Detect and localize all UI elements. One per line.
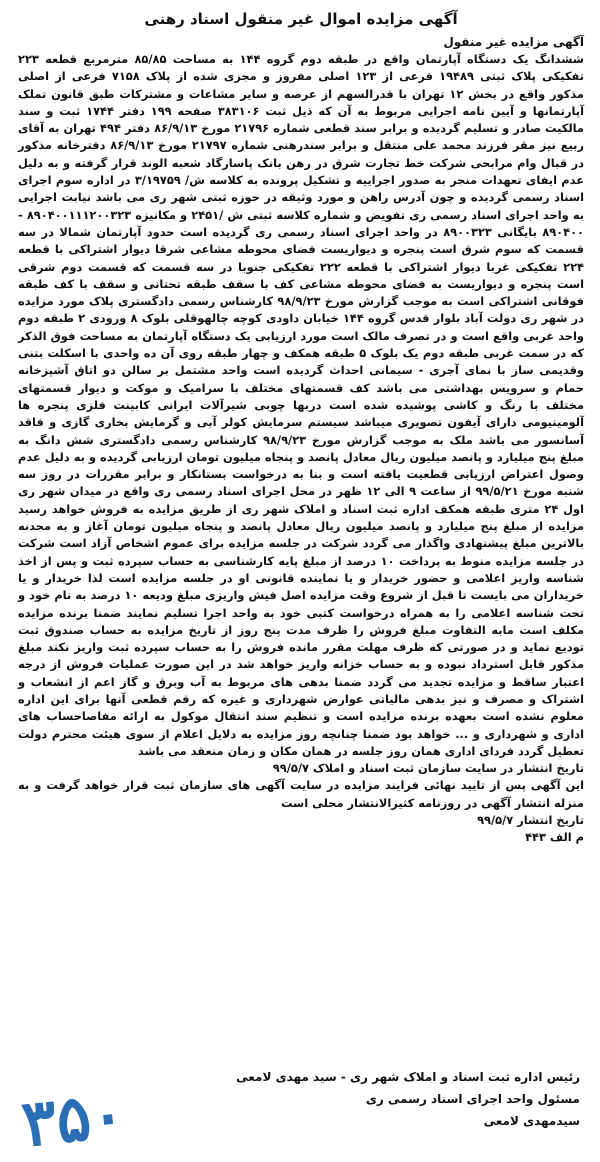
notice-subtitle: آگهی مزایده غیر منقول bbox=[443, 35, 584, 49]
publish-date: تاریخ انتشار ۹۹/۵/۷ bbox=[477, 813, 584, 828]
publish-note: این آگهی پس از تایید نهائی فرایند مزایده در سایت آگهی های سازمان ثبت قرار خواهد گرفت و به منزله انتشار آگهی در روزنامه کثیرالانتشار محلی است bbox=[18, 778, 584, 810]
notice-body: ششدانگ یک دستگاه آپارتمان واقع در طبقه دوم گروه ۱۴۴ به مساحت ۸۵/۸۵ مترمربع قطعه ۲۲۳ تفکیکی پلاک ثبتی ۱۹۴۸۹ فرعی از ۱۲۳ اصلی مفروز و مجزی شده از پلاک ۷۱۵۸ فرعی از اصلی مذکور واقع در بخش ۱۲ تهران با قدرالسهم از عرصه و سایر مشاعات و مشترکات طبق قانون تملک آپارتمانها و آیین نامه اجرایی مربوط به آن که ذیل ثبت ۳۸۳۱۰۶ صفحه ۱۹۹ دفتر ۱۷۴۴ ثبت و سند مالکیت صادر و تسلیم گردیده و برابر سند قطعی شماره ۲۱۷۹۶ مورخ ۸۶/۹/۱۳ دفتر ۴۹۴ تهران به آقای ربیع نیز مقر فرزند محمد علی منتقل و برابر سندرهنی شماره ۲۱۷۹۷ مورخ ۸۶/۹/۱۳ دفترخانه مذکور در قبال وام مرابحی شرکت خط تجارت شرق در رهن بانک پاسارگاد شعبه الوند قرار گرفته و به دلیل عدم ایفای تعهدات منجر به صدور اجراییه و تشکیل پرونده به کلاسه ش/ ۳/۱۹۷۵۹ در اداره سوم اجرای اسناد رسمی گردیده و چون آدرس راهن و مورد وثیقه در حوزه ثبتی شهر ری می باشد نیابت اجرایی به واحد اجرای اسناد رسمی ری تفویض و شماره کلاسه ثبتی ش /۲۴۵۱ و مکانیزه ۸۹۰۴۰۰۱۱۱۲۰۰۳۲۳ - ۸۹۰۴۰۰ بایگانی ۸۹۰۰۳۲۳ در واحد اجرای اسناد رسمی ری گردیده است حدود آپارتمان شمالا در سه قسمت که سوم شرق است پنجره و دیواریست فضای محوطه مشاعی شرقا دیوار اشتراکی با قطعه ۲۲۴ تفکیکی غربا دیوار اشتراکی با قطعه ۲۲۲ تفکیکی جنوبا در سه قسمت که قسمت دوم شرقی است پنجره و دیواریست به فضای محوطه مشاعی کف با سقف طبقه تحتانی و سقف با کف طبقه فوقانی اشتراکی است به موجب گزارش مورخ ۹۸/۹/۲۳ کارشناس رسمی دادگستری پلاک مورد مزایده در شهر ری دولت آباد بلوار قدس گروه ۱۴۴ خیابان داودی کوچه چالهوقلی بلوک ۸ ورودی ۲ طبقه دوم واحد غربی واقع است و در تصرف مالک است مورد ارزیابی یک دستگاه آپارتمان به مساحت فوق الذکر که در سمت غربی طبقه دوم یک بلوک ۵ طبقه همکف و چهار طبقه روی آن ده واحدی با اسکلت بتنی وقدیمی ساز با نمای آجری - سیمانی احداث گردیده است واحد مشتمل بر سالن دو اتاق آشپزخانه حمام و سرویس بهداشتی می باشد کف قسمتهای مختلف با سرامیک و موکت و دیوار قسمتهای مختلف با رنگ و کاشی پوشیده شده است دربها چوبی شیرآلات ایرانی کابینت فلزی پنجره ها آلومینیومی دارای آیفون تصویری میباشد سیستم سرمایش کولر آبی و گرمایش بخاری گازی و فاقد آسانسور می باشد ملک به موجب گزارش مورخ ۹۸/۹/۲۳ کارشناس رسمی دادگستری شش دانگ به مبلغ پنج میلیارد و پانصد میلیون ریال معادل پانصد و پنجاه میلیون تومان ارزیابی گردیده و به دلیل عدم وصول اعتراض ارزیابی قطعیت یافته است و بنا به درخواست بستانکار و برابر مقررات در روز سه شنبه مورخ ۹۹/۵/۲۱ از ساعت ۹ الی ۱۲ ظهر در محل اجرای اسناد رسمی ری واقع در میدان شهر ری اول ۲۴ متری طبقه همکف اداره ثبت اسناد و املاک شهر ری از طریق مزایده به فروش خواهد رسید مزایده از مبلغ پنج میلیارد و پانصد میلیون ریال معادل پانصد و پنجاه میلیون تومان آغاز و به محدنه بالاترین مبلغ پیشنهادی واگذار می گردد شرکت در جلسه مزایده برای عموم اشخاص آزاد است شرکت در جلسه مزایده منوط به پرداخت ۱۰ درصد از مبلغ پایه کارشناسی به حساب سپرده ثبت و پس از اخذ شناسه واریز اعلامی و حضور خریدار و یا نماینده قانونی او در جلسه مزایده است لذا خریدار و یا خریداران می بایست تا قبل از شروع وقت مزایده اصل فیش واریزی مبلغ ودیعه ۱۰ درصد به نام خود و تحت شناسه اعلامی را به همراه درخواست کتبی خود به واحد اجرا تسلیم نمایند ضمنا برنده مزایده مکلف است مابه التفاوت مبلغ فروش را ظرف مدت پنج روز از تاریخ مزایده به حساب صندوق ثبت تودیع نماید و در صورتی که ظرف مهلت مقرر مانده فروش را به حساب سپرده ثبت واریز نکند مبلغ مذکور قابل استرداد نبوده و به حساب خزانه واریز خواهد شد در این صورت عملیات فروش از درجه اعتبار ساقط و مزایده تجدید می گردد ضمنا بدهی های مربوط به آب وبرق و گاز اعم از انشعاب و اشتراک و مصرف و نیز بدهی مالیاتی عوارض شهرداری و غیره که رقم قطعی آنها برای این اداره معلوم نشده است بعهده برنده مزایده است و تنظیم سند انتقال موکول به ارائه مفاصاحساب های اداری و شهرداری و ... خواهد بود ضمنا چنانچه روز مزایده به دلایل اعلام از سوی هیئت محترم دولت تعطیل گردد فردای اداری همان روز جلسه در همان مکان و زمان منعقد می باشد bbox=[18, 52, 585, 758]
signature-line-1: رئیس اداره ثبت اسناد و املاک شهر ری - سید مهدی لامعی bbox=[236, 1070, 580, 1084]
notice-title: آگهی مزایده اموال غیر منقول اسناد رهنی bbox=[144, 10, 458, 28]
notice bbox=[18, 8, 584, 847]
signature-line-3: سیدمهدی لامعی bbox=[483, 1114, 580, 1128]
signature-line-2: مسئول واحد اجرای اسناد رسمی ری bbox=[365, 1092, 580, 1106]
publish-site-date: تاریخ انتشار در سایت سازمان ثبت اسناد و املاک ۹۹/۵/۷ bbox=[272, 761, 584, 776]
reference-code: م الف ۴۴۳ bbox=[525, 830, 584, 845]
signature-block bbox=[160, 1066, 580, 1132]
handwritten-number-stamp: ۳۵۰ bbox=[18, 1076, 129, 1162]
